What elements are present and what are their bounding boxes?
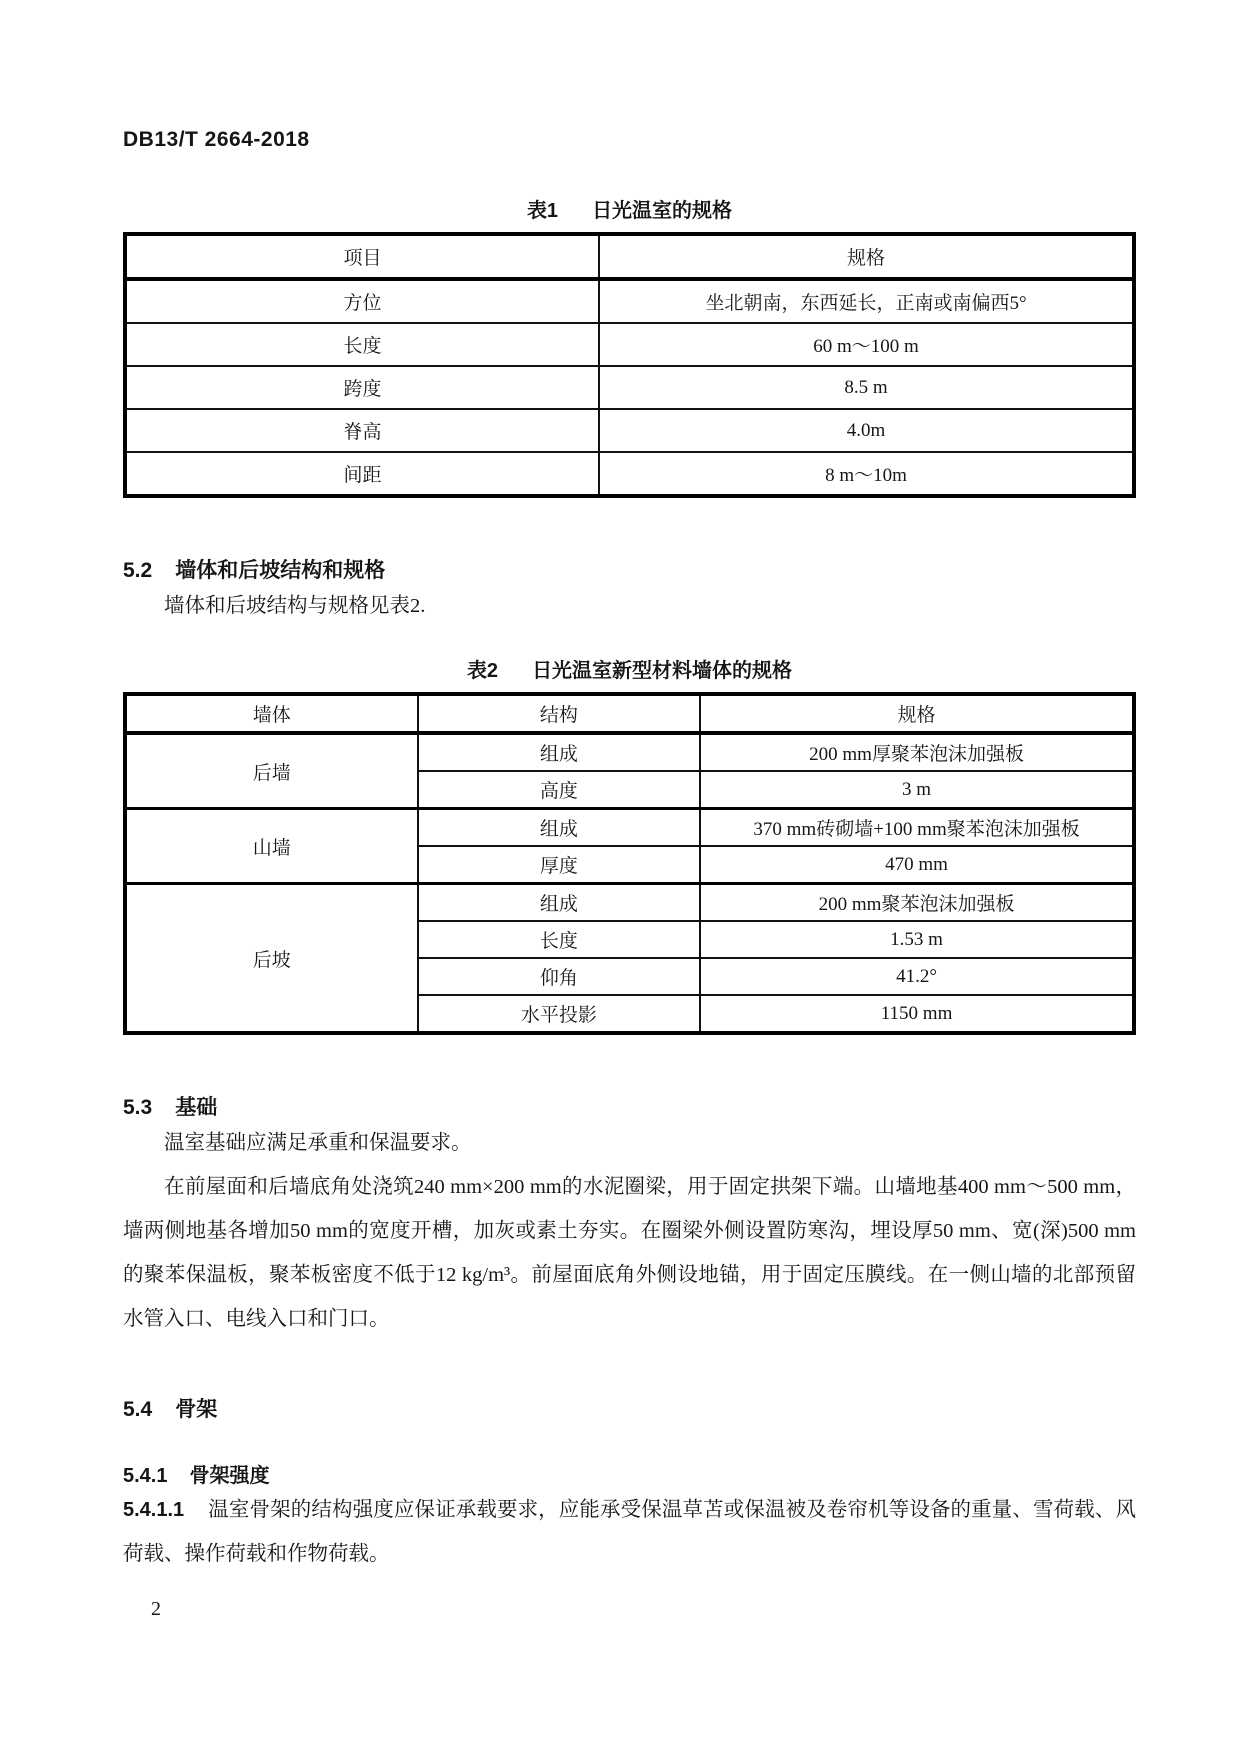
table-cell: 3 m [700, 771, 1134, 809]
table-cell: 1.53 m [700, 921, 1134, 958]
section-heading-5-2 [123, 554, 1136, 584]
page-content [123, 0, 1136, 1577]
table-cell: 4.0m [599, 409, 1134, 452]
table-cell: 长度 [125, 323, 599, 366]
section-heading-5-3 [123, 1091, 1136, 1121]
section-number: 5.4.1 [123, 1465, 168, 1488]
table2-caption-title: 日光温室新型材料墙体的规格 [532, 660, 793, 683]
table-header-cell: 结构 [418, 694, 701, 733]
table-cell: 370 mm砖砌墙+100 mm聚苯泡沫加强板 [700, 809, 1134, 847]
table-cell: 1150 mm [700, 995, 1134, 1033]
section-number: 5.4 [123, 1398, 153, 1422]
table2-wall-specs [123, 692, 1136, 1035]
table1-greenhouse-specs [123, 232, 1136, 498]
section-number: 5.2 [123, 559, 153, 582]
table-header-cell: 墙体 [125, 694, 418, 733]
table-cell: 长度 [418, 921, 701, 958]
paragraph-5-3-1: 温室基础应满足承重和保温要求。 [164, 1132, 472, 1155]
table2-caption-label: 表2 [466, 660, 499, 683]
table1-caption-title: 日光温室的规格 [592, 200, 733, 222]
table-group-cell: 后坡 [125, 884, 418, 1034]
table-cell: 仰角 [418, 958, 701, 995]
clause-number: 5.4.1.1 [123, 1499, 185, 1522]
section-title: 骨架强度 [189, 1465, 270, 1488]
table-row [125, 323, 1134, 366]
section-title: 墙体和后坡结构和规格 [175, 559, 386, 582]
table-row [125, 279, 1134, 323]
table-cell: 60 m～100 m [599, 323, 1134, 366]
table-row [125, 733, 1134, 771]
table-cell: 41.2° [700, 958, 1134, 995]
table-cell: 470 mm [700, 846, 1134, 884]
table-row [125, 409, 1134, 452]
section-title: 骨架 [175, 1398, 218, 1422]
table-cell: 8.5 m [599, 366, 1134, 409]
clause-text: 温室骨架的结构强度应保证承载要求，应能承受保温草苫或保温被及卷帘机等设备的重量、雪荷载、风荷载、操作荷载和作物荷载。 [123, 1499, 1136, 1566]
table-header-cell: 规格 [599, 234, 1134, 279]
table-cell: 8 m～10m [599, 452, 1134, 496]
table-cell: 坐北朝南，东西延长，正南或南偏西5° [599, 279, 1134, 323]
table-cell: 水平投影 [418, 995, 701, 1033]
section-heading-5-4-1 [123, 1459, 1136, 1488]
table-cell: 跨度 [125, 366, 599, 409]
section-heading-5-4 [123, 1393, 1136, 1423]
table-row [125, 366, 1134, 409]
table-cell: 组成 [418, 733, 701, 771]
table-cell: 组成 [418, 809, 701, 847]
table1-header-row [125, 234, 1134, 279]
paragraph-5-3-2: 在前屋面和后墙底角处浇筑240 mm×200 mm的水泥圈梁，用于固定拱架下端。山墙地基400 mm～500 mm，墙两侧地基各增加50 mm的宽度开槽，加灰或素土夯实。在圈梁外侧设置防寒沟，埋设厚50 mm、宽(深)500 mm的聚苯保温板，聚苯板密度不低于12 kg/m³。前屋面底角外侧设地锚，用于固定压膜线。在一侧山墙的北部预留水管入口、电线入口和门口。 [123, 1176, 1136, 1331]
table-cell: 组成 [418, 884, 701, 922]
table-cell: 方位 [125, 279, 599, 323]
table-row [125, 809, 1134, 847]
section-number: 5.3 [123, 1096, 153, 1120]
table-header-cell: 项目 [125, 234, 599, 279]
table-cell: 200 mm聚苯泡沫加强板 [700, 884, 1134, 922]
table-row [125, 884, 1134, 922]
paragraph-5-2: 墙体和后坡结构与规格见表2. [164, 595, 426, 617]
table1-caption-label: 表1 [526, 200, 559, 222]
standard-code: DB13/T 2664-2018 [123, 128, 310, 151]
table-cell: 厚度 [418, 846, 701, 884]
table2-header-row [125, 694, 1134, 733]
table-cell: 高度 [418, 771, 701, 809]
table-cell: 间距 [125, 452, 599, 496]
table-group-cell: 后墙 [125, 733, 418, 809]
table1-caption [123, 194, 1136, 223]
clause-5-4-1-1 [123, 1488, 1136, 1576]
table-header-cell: 规格 [700, 694, 1134, 733]
table-row [125, 452, 1134, 496]
table2-caption [123, 654, 1136, 683]
page-number: 2 [151, 1598, 161, 1620]
section-title: 基础 [175, 1096, 218, 1120]
table-cell: 脊高 [125, 409, 599, 452]
table-cell: 200 mm厚聚苯泡沫加强板 [700, 733, 1134, 771]
table-group-cell: 山墙 [125, 809, 418, 884]
